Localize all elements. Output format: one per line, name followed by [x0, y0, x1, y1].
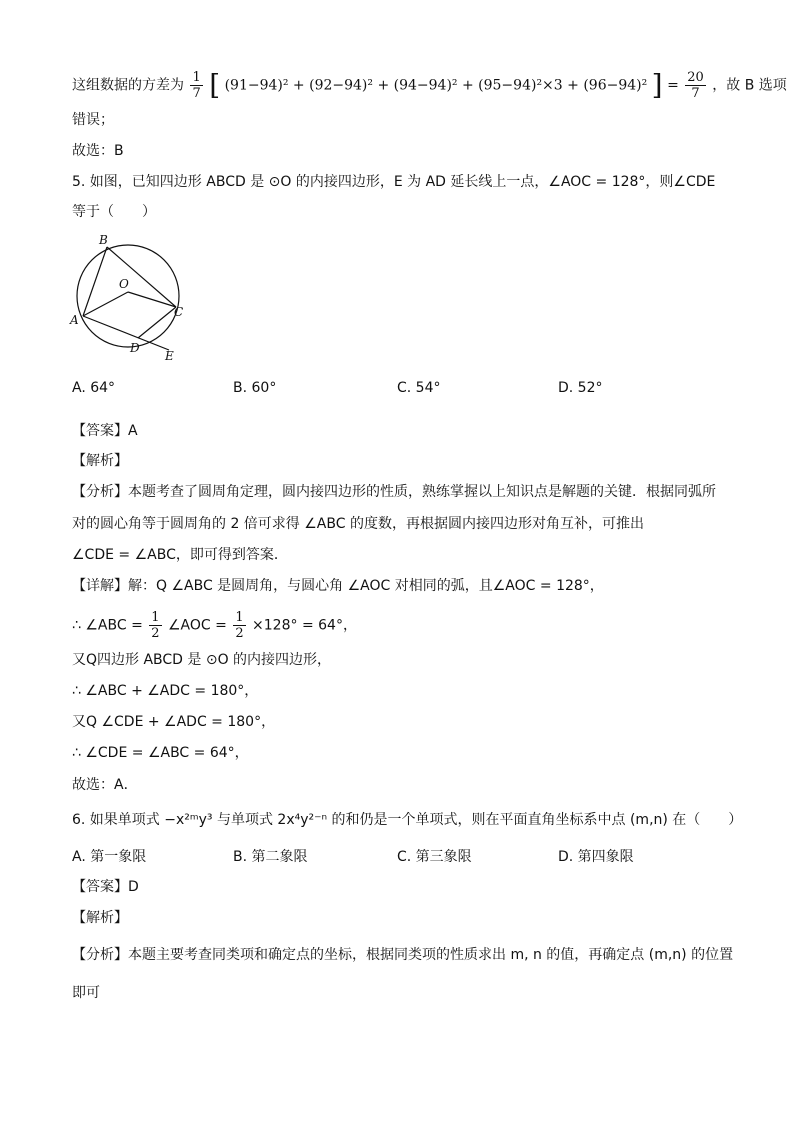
detail-2-post: ×128° = 64°，: [252, 617, 357, 634]
half-den-1: 2: [151, 626, 160, 641]
circle-figure: [66, 232, 196, 364]
q5-analysis-2: 对的圆心角等于圆周角的 2 倍可求得 ∠ABC 的度数，再根据圆内接四边形对角互补，可推出: [72, 516, 644, 532]
label-o: O: [119, 277, 129, 291]
q6-option-a: A. 第一象限: [72, 849, 147, 865]
fraction-one-seventh: [190, 70, 202, 101]
q5-detail-5: 又Q ∠CDE + ∠ADC = 180°，: [72, 714, 276, 730]
q5-jiexi: 【解析】: [72, 453, 128, 469]
q5-choose: 故选：A．: [72, 777, 138, 793]
q5-analysis-1: 【分析】本题考查了圆周角定理，圆内接四边形的性质，熟练掌握以上知识点是解题的关键．根据同弧所: [72, 484, 716, 500]
q5-detail-3: 又Q四边形 ABCD 是 ⊙O 的内接四边形，: [72, 652, 332, 668]
q5-stem-1: 5. 如图，已知四边形 ABCD 是 ⊙O 的内接四边形，E 为 AD 延长线上一点，∠AOC = 128°，则∠CDE: [72, 174, 716, 190]
line-wrong: 错误；: [72, 112, 114, 128]
result-den: 7: [691, 86, 700, 101]
equals-sign: =: [667, 77, 679, 94]
half-den-2: 2: [235, 626, 244, 641]
detail-2-mid: ∠AOC =: [168, 617, 227, 634]
variance-suffix: ，故 B 选项: [712, 77, 787, 94]
frac-num: 1: [192, 70, 201, 85]
variance-line: [72, 70, 787, 101]
q5-detail-1: 【详解】解：Q ∠ABC 是圆周角，与圆心角 ∠AOC 对相同的弧，且∠AOC = 128°，: [72, 578, 604, 594]
q5-option-c: C. 54°: [397, 380, 441, 396]
fraction-result: [685, 70, 706, 101]
fraction-half-1: [149, 610, 161, 641]
q6-option-b: B. 第二象限: [233, 849, 308, 865]
detail-2-pre: ∴ ∠ABC =: [72, 617, 143, 634]
label-c: C: [174, 305, 184, 319]
right-bracket: ]: [651, 68, 663, 102]
q6-option-d: D. 第四象限: [558, 849, 634, 865]
q6-jiexi: 【解析】: [72, 910, 128, 926]
choose-b: 故选：B: [72, 143, 124, 159]
q6-answer: 【答案】D: [72, 879, 139, 895]
segment-oc: [128, 292, 176, 307]
q5-option-d: D. 52°: [558, 380, 603, 396]
q6-analysis-2: 即可: [72, 985, 100, 1001]
variance-prefix: 这组数据的方差为: [72, 77, 184, 94]
fraction-half-2: [233, 610, 245, 641]
label-a: A: [70, 313, 79, 327]
half-num-2: 1: [235, 610, 244, 625]
q5-stem-2: 等于（ ）: [72, 204, 156, 220]
q5-analysis-3: ∠CDE = ∠ABC，即可得到答案．: [72, 547, 288, 563]
q5-detail-6: ∴ ∠CDE = ∠ABC = 64°，: [72, 745, 249, 761]
half-num-1: 1: [151, 610, 160, 625]
q5-detail-4: ∴ ∠ABC + ∠ADC = 180°，: [72, 683, 259, 699]
segment-cd: [138, 307, 176, 338]
frac-den: 7: [192, 86, 201, 101]
q5-detail-2: [72, 610, 357, 641]
label-e: E: [165, 349, 174, 363]
q5-option-b: B. 60°: [233, 380, 277, 396]
q5-answer: 【答案】A: [72, 423, 138, 439]
label-d: D: [130, 341, 140, 355]
q6-analysis-1: 【分析】本题主要考查同类项和确定点的坐标，根据同类项的性质求出 m, n 的值，再确定点 (m,n) 的位置: [72, 947, 734, 963]
q5-option-a: A. 64°: [72, 380, 116, 396]
q6-stem: 6. 如果单项式 −x²ᵐy³ 与单项式 2x⁴y²⁻ⁿ 的和仍是一个单项式，则在平面直角坐标系中点 (m,n) 在（ ）: [72, 812, 743, 828]
result-num: 20: [687, 70, 704, 85]
segment-ae: [83, 316, 169, 350]
q6-option-c: C. 第三象限: [397, 849, 472, 865]
variance-expression: (91−94)² + (92−94)² + (94−94)² + (95−94)²×3 + (96−94)²: [224, 77, 648, 94]
label-b: B: [99, 233, 108, 247]
left-bracket: [: [209, 68, 221, 102]
